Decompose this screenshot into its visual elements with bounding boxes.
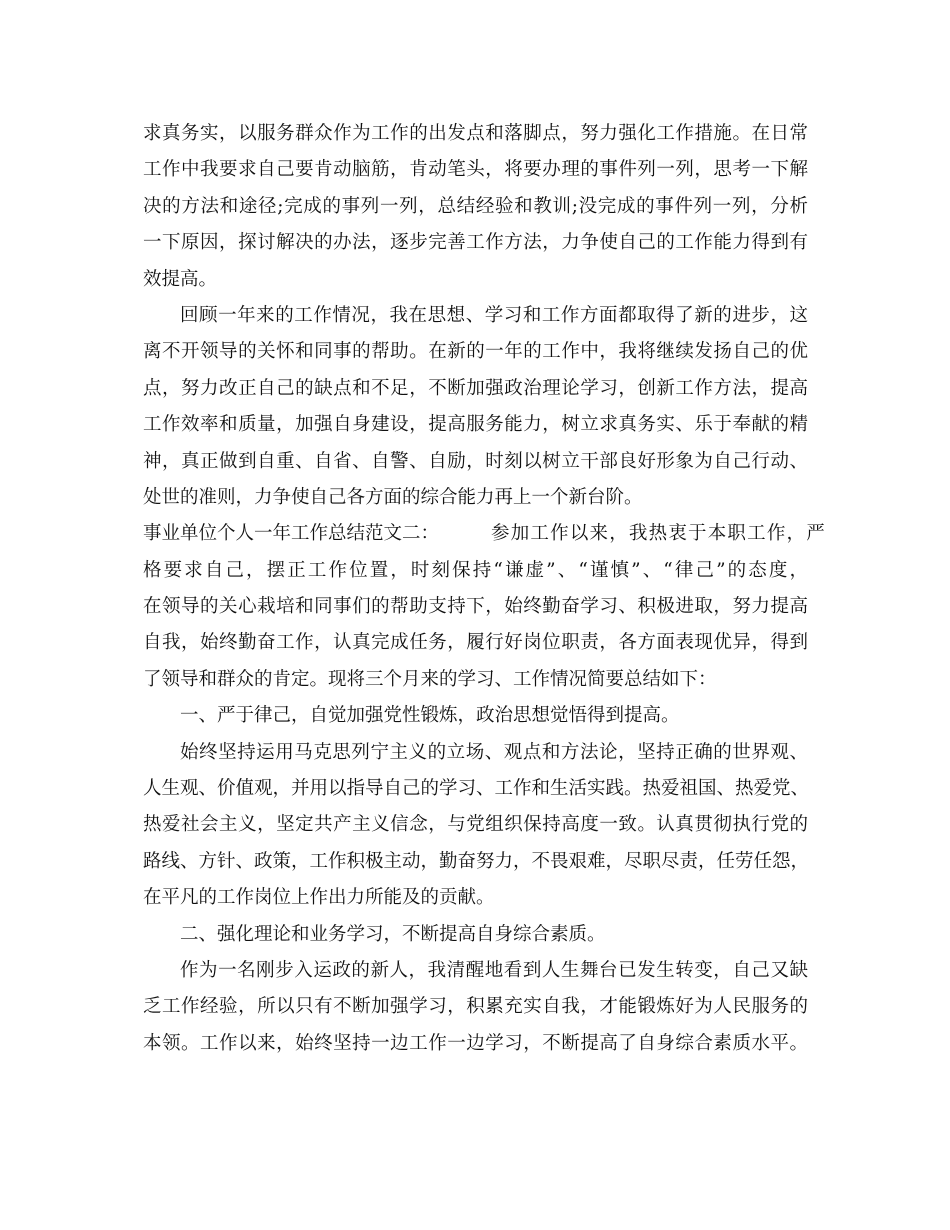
text-line: 参加工作以来，我热衷于本职工作，严 [491, 523, 826, 545]
text-line: 了领导和群众的肯定。现将三个月来的学习、工作情况简要总结如下： [143, 668, 717, 690]
section-heading: 二、强化理论和业务学习，不断提高自身综合素质。 [180, 923, 606, 945]
paragraph [143, 953, 808, 1062]
paragraph [143, 698, 808, 734]
paragraph [143, 735, 808, 917]
text-line: 在领导的关心栽培和同事们的帮助支持下，始终勤奋学习、积极进取，努力提高 [143, 596, 808, 618]
text-line: 处世的准则，力争使自己各方面的综合能力再上一个新台阶。 [143, 486, 643, 508]
document-body [143, 116, 826, 1062]
text-line: 求真务实，以服务群众作为工作的出发点和落脚点，努力强化工作措施。在日常 [143, 123, 808, 144]
text-line: 本领。工作以来，始终坚持一边工作一边学习，不断提高了自身综合素质水平。 [143, 1032, 808, 1054]
text-line: 热爱社会主义，坚定共产主义信念，与党组织保持高度一致。认真贯彻执行党的 [143, 814, 808, 836]
text-line: 工作中我要求自己要肯动脑筋，肯动笔头，将要办理的事件列一列，思考一下解 [143, 159, 808, 181]
paragraph [143, 917, 808, 953]
section-title-line [143, 516, 826, 552]
text-line: 一下原因，探讨解决的办法，逐步完善工作方法，力争使自己的工作能力得到有 [143, 232, 808, 254]
text-line: 工作效率和质量，加强自身建设，提高服务能力，树立求真务实、乐于奉献的精 [143, 414, 808, 436]
text-line: 格要求自己，摆正工作位置，时刻保持“谦虚”、“谨慎”、“律己”的态度， [143, 559, 808, 581]
section-heading: 一、严于律己，自觉加强党性锻炼，政治思想觉悟得到提高。 [180, 705, 680, 727]
text-line: 乏工作经验，所以只有不断加强学习，积累充实自我，才能锻炼好为人民服务的 [143, 996, 808, 1018]
text-line: 回顾一年来的工作情况，我在思想、学习和工作方面都取得了新的进步，这 [180, 304, 808, 326]
paragraph [143, 298, 808, 516]
text-line: 点，努力改正自己的缺点和不足，不断加强政治理论学习，创新工作方法，提高 [143, 377, 808, 399]
paragraph [143, 516, 826, 698]
section-title: 事业单位个人一年工作总结范文二： [143, 523, 440, 545]
text-line: 离不开领导的关怀和同事的帮助。在新的一年的工作中，我将继续发扬自己的优 [143, 341, 808, 363]
text-line: 人生观、价值观，并用以指导自己的学习、工作和生活实践。热爱祖国、热爱党、 [143, 778, 810, 800]
text-line: 决的方法和途径;完成的事列一列，总结经验和教训;没完成的事件列一列，分析 [143, 195, 808, 217]
text-line: 在平凡的工作岗位上作出力所能及的贡献。 [143, 887, 495, 909]
text-line: 效提高。 [143, 268, 218, 290]
text-line: 始终坚持运用马克思列宁主义的立场、观点和方法论，坚持正确的世界观、 [180, 741, 808, 763]
paragraph [143, 116, 808, 298]
text-line: 路线、方针、政策，工作积极主动，勤奋努力，不畏艰难，尽职尽责，任劳任怨， [143, 850, 810, 872]
text-line: 神，真正做到自重、自省、自警、自励，时刻以树立干部良好形象为自己行动、 [143, 450, 808, 472]
text-line: 作为一名刚步入运政的新人，我清醒地看到人生舞台已发生转变，自己又缺 [180, 959, 808, 981]
text-line: 自我，始终勤奋工作，认真完成任务，履行好岗位职责，各方面表现优异，得到 [143, 632, 808, 654]
